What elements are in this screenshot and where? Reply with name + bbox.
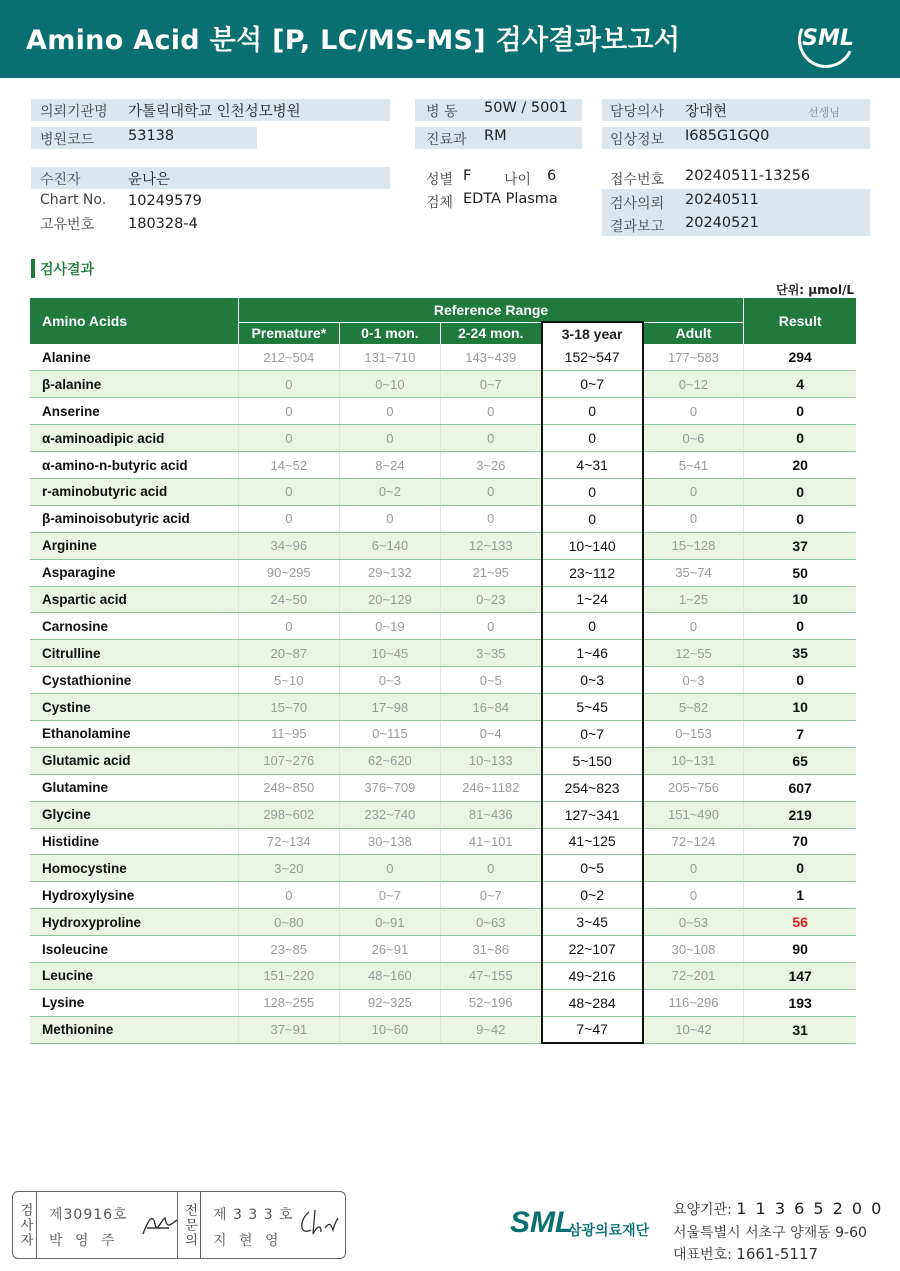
ref-premature: 3~20 <box>238 855 339 882</box>
dept-value: RM <box>484 128 507 144</box>
amino-acid-name: Lysine <box>30 989 238 1016</box>
amino-acid-name: Cystathionine <box>30 667 238 694</box>
ref-adult: 0 <box>643 505 744 532</box>
ref-3-18-year: 0~2 <box>542 882 643 909</box>
result-value: 0 <box>744 505 856 532</box>
col-header-result: Result <box>744 298 856 344</box>
ref-2-24-mon: 0~4 <box>440 720 541 747</box>
ref-2-24-mon: 143~439 <box>440 344 541 371</box>
ref-3-18-year: 127~341 <box>542 801 643 828</box>
amino-acid-name: r-aminobutyric acid <box>30 478 238 505</box>
ref-2-24-mon: 12~133 <box>440 532 541 559</box>
ref-2-24-mon: 0~7 <box>440 371 541 398</box>
receipt-value: 20240511-13256 <box>685 168 811 184</box>
ref-0-1-mon: 29~132 <box>339 559 440 586</box>
ref-0-1-mon: 10~45 <box>339 640 440 667</box>
result-value: 0 <box>744 667 856 694</box>
ref-premature: 151~220 <box>238 962 339 989</box>
ref-premature: 5~10 <box>238 667 339 694</box>
ref-premature: 0 <box>238 882 339 909</box>
ref-0-1-mon: 92~325 <box>339 989 440 1016</box>
ref-3-18-year: 48~284 <box>542 989 643 1016</box>
ref-adult: 116~296 <box>643 989 744 1016</box>
amino-acid-name: β-aminoisobutyric acid <box>30 505 238 532</box>
result-value: 35 <box>744 640 856 667</box>
ref-2-24-mon: 16~84 <box>440 694 541 721</box>
amino-acid-name: Leucine <box>30 962 238 989</box>
ref-adult: 0~153 <box>643 720 744 747</box>
ref-0-1-mon: 0~19 <box>339 613 440 640</box>
result-value: 50 <box>744 559 856 586</box>
ref-3-18-year: 0~3 <box>542 667 643 694</box>
ref-3-18-year: 0 <box>542 425 643 452</box>
ward-value: 50W / 5001 <box>484 100 568 116</box>
institution-value: 가톨릭대학교 인천성모병원 <box>128 104 301 120</box>
ref-3-18-year: 1~46 <box>542 640 643 667</box>
col-header-amino-acids: Amino Acids <box>30 298 238 344</box>
ref-premature: 20~87 <box>238 640 339 667</box>
ref-2-24-mon: 10~133 <box>440 747 541 774</box>
ref-adult: 5~41 <box>643 452 744 479</box>
ref-0-1-mon: 62~620 <box>339 747 440 774</box>
ref-premature: 37~91 <box>238 1016 339 1043</box>
amino-acid-name: Alanine <box>30 344 238 371</box>
result-value: 1 <box>744 882 856 909</box>
ref-0-1-mon: 17~98 <box>339 694 440 721</box>
footer-care-line <box>673 1199 883 1219</box>
result-value: 90 <box>744 936 856 963</box>
sex-value: F <box>463 168 472 184</box>
result-value: 20 <box>744 452 856 479</box>
amino-acid-name: Homocystine <box>30 855 238 882</box>
footer-address: 서울특별시 서초구 양재동 9-60 <box>673 1225 867 1241</box>
unique-value: 180328-4 <box>128 216 198 232</box>
report-value: 20240521 <box>685 215 759 231</box>
sex-label: 성별 <box>426 172 454 188</box>
ref-0-1-mon: 0 <box>339 505 440 532</box>
col-header-0-1-mon: 0-1 mon. <box>339 322 440 344</box>
result-value: 193 <box>744 989 856 1016</box>
ref-2-24-mon: 0 <box>440 855 541 882</box>
table-row <box>30 640 856 667</box>
amino-acid-name: Carnosine <box>30 613 238 640</box>
receipt-label: 접수번호 <box>610 172 665 188</box>
request-label: 검사의뢰 <box>610 196 665 212</box>
ref-adult: 0 <box>643 478 744 505</box>
ref-0-1-mon: 30~138 <box>339 828 440 855</box>
ref-premature: 107~276 <box>238 747 339 774</box>
ref-3-18-year: 0~7 <box>542 720 643 747</box>
result-value: 0 <box>744 425 856 452</box>
ref-0-1-mon: 26~91 <box>339 936 440 963</box>
ref-2-24-mon: 52~196 <box>440 989 541 1016</box>
col-header-3-18-year: 3-18 year <box>542 322 643 344</box>
amino-acid-name: Glutamine <box>30 774 238 801</box>
table-row <box>30 694 856 721</box>
table-row <box>30 909 856 936</box>
ref-3-18-year: 4~31 <box>542 452 643 479</box>
ref-3-18-year: 0 <box>542 398 643 425</box>
inspector-name: 박 영 주 <box>49 1233 119 1249</box>
col-header-premature: Premature* <box>238 322 339 344</box>
results-body <box>30 344 856 1043</box>
ref-premature: 0 <box>238 371 339 398</box>
ref-3-18-year: 0 <box>542 505 643 532</box>
ref-0-1-mon: 376~709 <box>339 774 440 801</box>
ref-adult: 10~131 <box>643 747 744 774</box>
patient-value: 윤나은 <box>128 172 171 188</box>
table-row <box>30 425 856 452</box>
ref-adult: 72~124 <box>643 828 744 855</box>
ref-adult: 0 <box>643 613 744 640</box>
table-row <box>30 720 856 747</box>
ref-premature: 0 <box>238 505 339 532</box>
table-row <box>30 667 856 694</box>
ref-premature: 0~80 <box>238 909 339 936</box>
ref-3-18-year: 3~45 <box>542 909 643 936</box>
ref-adult: 0 <box>643 398 744 425</box>
footer-org: 삼광의료재단 <box>568 1223 650 1239</box>
ref-adult: 5~82 <box>643 694 744 721</box>
clinical-value: I685G1GQ0 <box>685 128 770 144</box>
ref-2-24-mon: 0 <box>440 505 541 532</box>
ref-3-18-year: 22~107 <box>542 936 643 963</box>
ref-adult: 0~53 <box>643 909 744 936</box>
ref-3-18-year: 1~24 <box>542 586 643 613</box>
section-marker <box>31 259 35 278</box>
inspector-label <box>13 1192 37 1258</box>
ref-2-24-mon: 0~7 <box>440 882 541 909</box>
ref-3-18-year: 0 <box>542 478 643 505</box>
amino-acid-name: Ethanolamine <box>30 720 238 747</box>
ref-0-1-mon: 48~160 <box>339 962 440 989</box>
unit-label: 단위: μmol/L <box>776 283 854 297</box>
ref-0-1-mon: 6~140 <box>339 532 440 559</box>
result-value: 294 <box>744 344 856 371</box>
specialist-name: 지 현 영 <box>213 1233 283 1249</box>
specimen-label: 검체 <box>426 195 454 211</box>
ref-premature: 0 <box>238 613 339 640</box>
ref-adult: 151~490 <box>643 801 744 828</box>
ref-adult: 12~55 <box>643 640 744 667</box>
ref-0-1-mon: 0 <box>339 398 440 425</box>
inspector-license: 제30916호 <box>49 1207 128 1223</box>
ref-3-18-year: 49~216 <box>542 962 643 989</box>
ref-adult: 0~3 <box>643 667 744 694</box>
ref-0-1-mon: 8~24 <box>339 452 440 479</box>
table-row <box>30 989 856 1016</box>
ref-2-24-mon: 0 <box>440 478 541 505</box>
ref-premature: 128~255 <box>238 989 339 1016</box>
ref-premature: 24~50 <box>238 586 339 613</box>
amino-acid-name: Isoleucine <box>30 936 238 963</box>
inspector-signature-icon <box>139 1210 179 1240</box>
ref-premature: 23~85 <box>238 936 339 963</box>
table-row <box>30 613 856 640</box>
patient-label: 수진자 <box>40 172 81 188</box>
dept-label: 진료과 <box>426 132 467 148</box>
result-value: 7 <box>744 720 856 747</box>
result-value: 10 <box>744 586 856 613</box>
result-value: 10 <box>744 694 856 721</box>
table-row <box>30 478 856 505</box>
ref-2-24-mon: 0~23 <box>440 586 541 613</box>
section-title: 검사결과 <box>40 262 95 278</box>
result-value: 607 <box>744 774 856 801</box>
ref-premature: 298~602 <box>238 801 339 828</box>
amino-acid-name: Hydroxyproline <box>30 909 238 936</box>
amino-acid-name: Histidine <box>30 828 238 855</box>
table-row <box>30 936 856 963</box>
ref-0-1-mon: 0~91 <box>339 909 440 936</box>
ref-3-18-year: 41~125 <box>542 828 643 855</box>
ref-0-1-mon: 0 <box>339 855 440 882</box>
signature-box <box>12 1191 346 1259</box>
ref-2-24-mon: 9~42 <box>440 1016 541 1043</box>
footer-phone-line <box>673 1244 818 1264</box>
footer-phone-label: 대표번호: <box>673 1247 732 1263</box>
ref-premature: 15~70 <box>238 694 339 721</box>
result-value: 0 <box>744 478 856 505</box>
table-row <box>30 532 856 559</box>
ref-2-24-mon: 47~155 <box>440 962 541 989</box>
request-value: 20240511 <box>685 192 759 208</box>
result-value: 56 <box>744 909 856 936</box>
ref-2-24-mon: 41~101 <box>440 828 541 855</box>
ref-2-24-mon: 0~63 <box>440 909 541 936</box>
ref-premature: 0 <box>238 478 339 505</box>
ref-adult: 35~74 <box>643 559 744 586</box>
ref-2-24-mon: 246~1182 <box>440 774 541 801</box>
ref-0-1-mon: 0~7 <box>339 882 440 909</box>
ref-adult: 0~6 <box>643 425 744 452</box>
ref-adult: 0~12 <box>643 371 744 398</box>
result-value: 0 <box>744 398 856 425</box>
ward-label: 병 동 <box>426 104 458 120</box>
ref-3-18-year: 254~823 <box>542 774 643 801</box>
col-header-adult: Adult <box>643 322 744 344</box>
ref-0-1-mon: 0~3 <box>339 667 440 694</box>
ref-adult: 30~108 <box>643 936 744 963</box>
table-row <box>30 882 856 909</box>
amino-acid-name: Asparagine <box>30 559 238 586</box>
ref-adult: 72~201 <box>643 962 744 989</box>
result-value: 147 <box>744 962 856 989</box>
doctor-suffix: 선생님 <box>808 106 840 119</box>
ref-2-24-mon: 21~95 <box>440 559 541 586</box>
ref-adult: 177~583 <box>643 344 744 371</box>
report-title: Amino Acid 분석 [P, LC/MS-MS] 검사결과보고서 <box>26 25 681 56</box>
doctor-value: 장대현 <box>685 104 728 120</box>
ref-3-18-year: 0~7 <box>542 371 643 398</box>
institution-label: 의뢰기관명 <box>40 104 108 120</box>
table-row <box>30 586 856 613</box>
table-row <box>30 1016 856 1043</box>
ref-0-1-mon: 0 <box>339 425 440 452</box>
inspector-label-text: 검사자 <box>17 1202 33 1248</box>
ref-premature: 11~95 <box>238 720 339 747</box>
result-value: 4 <box>744 371 856 398</box>
ref-2-24-mon: 0~5 <box>440 667 541 694</box>
ref-0-1-mon: 232~740 <box>339 801 440 828</box>
footer-logo: SML <box>510 1206 574 1239</box>
ref-2-24-mon: 81~436 <box>440 801 541 828</box>
table-row <box>30 452 856 479</box>
doctor-label: 담당의사 <box>610 104 665 120</box>
footer-phone-value: 1661-5117 <box>736 1245 819 1263</box>
table-row <box>30 505 856 532</box>
ref-adult: 0 <box>643 855 744 882</box>
sml-logo: SML <box>802 26 854 51</box>
table-row <box>30 962 856 989</box>
footer-care-value: 1 1 3 6 5 2 0 0 <box>736 1199 884 1218</box>
ref-premature: 72~134 <box>238 828 339 855</box>
ref-premature: 34~96 <box>238 532 339 559</box>
result-value: 0 <box>744 613 856 640</box>
ref-premature: 90~295 <box>238 559 339 586</box>
specialist-label-text: 전문의 <box>182 1202 197 1248</box>
ref-3-18-year: 5~45 <box>542 694 643 721</box>
amino-acid-name: Aspartic acid <box>30 586 238 613</box>
ref-3-18-year: 0 <box>542 613 643 640</box>
table-row <box>30 855 856 882</box>
ref-2-24-mon: 3~35 <box>440 640 541 667</box>
ref-adult: 205~756 <box>643 774 744 801</box>
ref-adult: 15~128 <box>643 532 744 559</box>
ref-2-24-mon: 0 <box>440 613 541 640</box>
result-value: 37 <box>744 532 856 559</box>
specialist-signature-icon <box>295 1206 339 1240</box>
amino-acid-name: Glutamic acid <box>30 747 238 774</box>
hospital-code-label: 병원코드 <box>40 132 95 148</box>
results-table <box>30 298 856 1044</box>
chart-label: Chart No. <box>40 192 107 208</box>
amino-acid-name: Methionine <box>30 1016 238 1043</box>
table-row <box>30 398 856 425</box>
ref-0-1-mon: 20~129 <box>339 586 440 613</box>
ref-0-1-mon: 131~710 <box>339 344 440 371</box>
ref-premature: 248~850 <box>238 774 339 801</box>
report-header <box>0 0 900 78</box>
result-value: 0 <box>744 855 856 882</box>
ref-2-24-mon: 31~86 <box>440 936 541 963</box>
table-row <box>30 747 856 774</box>
ref-adult: 1~25 <box>643 586 744 613</box>
amino-acid-name: α-amino-n-butyric acid <box>30 452 238 479</box>
ref-3-18-year: 5~150 <box>542 747 643 774</box>
ref-0-1-mon: 0~115 <box>339 720 440 747</box>
table-row <box>30 559 856 586</box>
ref-2-24-mon: 0 <box>440 425 541 452</box>
col-header-reference-range: Reference Range <box>238 298 744 322</box>
ref-premature: 0 <box>238 425 339 452</box>
age-label: 나이 <box>504 172 532 188</box>
ref-premature: 14~52 <box>238 452 339 479</box>
info-row-shade <box>31 167 390 189</box>
ref-3-18-year: 7~47 <box>542 1016 643 1043</box>
specimen-value: EDTA Plasma <box>463 191 558 207</box>
ref-2-24-mon: 3~26 <box>440 452 541 479</box>
hospital-code-value: 53138 <box>128 128 175 144</box>
ref-0-1-mon: 0~2 <box>339 478 440 505</box>
report-label: 결과보고 <box>610 219 665 235</box>
col-header-2-24-mon: 2-24 mon. <box>440 322 541 344</box>
table-row <box>30 344 856 371</box>
clinical-label: 임상정보 <box>610 132 665 148</box>
amino-acid-name: Glycine <box>30 801 238 828</box>
result-value: 70 <box>744 828 856 855</box>
ref-3-18-year: 23~112 <box>542 559 643 586</box>
ref-premature: 0 <box>238 398 339 425</box>
amino-acid-name: α-aminoadipic acid <box>30 425 238 452</box>
result-value: 65 <box>744 747 856 774</box>
ref-adult: 0 <box>643 882 744 909</box>
footer-care-label: 요양기관: <box>673 1202 732 1218</box>
amino-acid-name: Cystine <box>30 694 238 721</box>
specialist-label <box>177 1192 201 1258</box>
ref-0-1-mon: 10~60 <box>339 1016 440 1043</box>
ref-3-18-year: 10~140 <box>542 532 643 559</box>
chart-value: 10249579 <box>128 193 202 209</box>
ref-2-24-mon: 0 <box>440 398 541 425</box>
result-value: 219 <box>744 801 856 828</box>
amino-acid-name: Anserine <box>30 398 238 425</box>
amino-acid-name: Arginine <box>30 532 238 559</box>
age-value: 6 <box>547 168 557 184</box>
ref-adult: 10~42 <box>643 1016 744 1043</box>
ref-premature: 212~504 <box>238 344 339 371</box>
amino-acid-name: Hydroxylysine <box>30 882 238 909</box>
specialist-license: 제 3 3 3 호 <box>213 1207 294 1223</box>
ref-3-18-year: 152~547 <box>542 344 643 371</box>
amino-acid-name: β-alanine <box>30 371 238 398</box>
ref-0-1-mon: 0~10 <box>339 371 440 398</box>
result-value: 31 <box>744 1016 856 1043</box>
table-row <box>30 801 856 828</box>
table-row <box>30 828 856 855</box>
table-row <box>30 774 856 801</box>
ref-3-18-year: 0~5 <box>542 855 643 882</box>
amino-acid-name: Citrulline <box>30 640 238 667</box>
unique-label: 고유번호 <box>40 217 95 233</box>
table-row <box>30 371 856 398</box>
